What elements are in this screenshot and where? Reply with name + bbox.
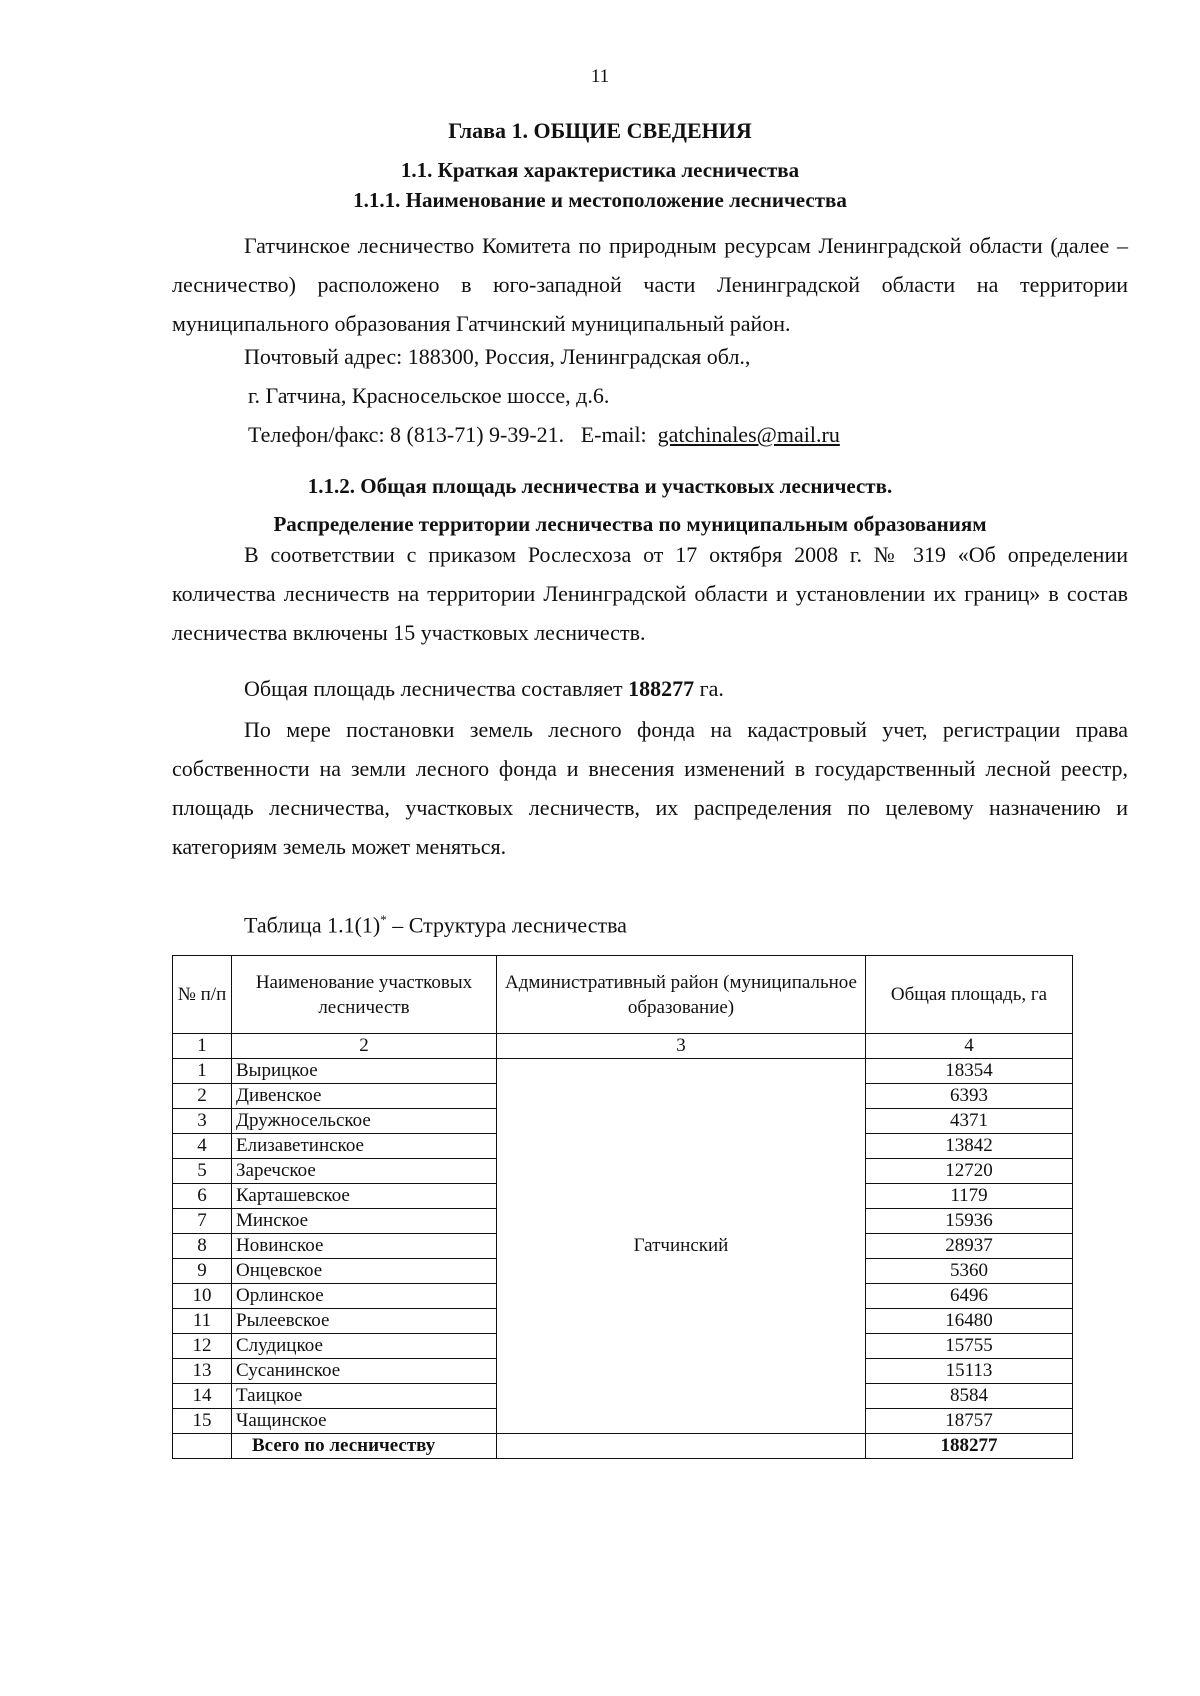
- row-number: 13: [173, 1359, 232, 1384]
- email-link[interactable]: gatchinales@mail.ru: [657, 422, 840, 447]
- chapter-title: Глава 1. ОБЩИЕ СВЕДЕНИЯ: [448, 118, 752, 143]
- forestry-structure-table: [172, 955, 1073, 1459]
- row-number: 4: [173, 1134, 232, 1159]
- forestry-area: 8584: [866, 1384, 1073, 1409]
- total-area: 188277: [866, 1434, 1073, 1459]
- forestry-name: Новинское: [232, 1234, 497, 1259]
- total-label: Всего по лесничеству: [232, 1434, 497, 1459]
- row-number: 11: [173, 1309, 232, 1334]
- forestry-name: Заречское: [232, 1159, 497, 1184]
- forestry-area: 13842: [866, 1134, 1073, 1159]
- intro-paragraph: [172, 226, 1128, 343]
- header-area: Общая площадь, га: [866, 956, 1073, 1034]
- forestry-area: 18354: [866, 1059, 1073, 1084]
- forestry-area: 6496: [866, 1284, 1073, 1309]
- forestry-area: 18757: [866, 1409, 1073, 1434]
- table-body: [173, 1059, 1073, 1459]
- subsection-2-title: 1.1.2. Общая площадь лесничества и участковых лесничеств.: [307, 474, 893, 498]
- header-name: Наименование участковых лесничеств: [232, 956, 497, 1034]
- forestry-name: Таицкое: [232, 1384, 497, 1409]
- district-cell: Гатчинский: [497, 1059, 866, 1434]
- forestry-name: Дивенское: [232, 1084, 497, 1109]
- subsection-title: 1.1.1. Наименование и местоположение лесничества: [353, 188, 847, 212]
- section-title: 1.1. Краткая характеристика лесничества: [400, 158, 800, 182]
- forestry-name: Елизаветинское: [232, 1134, 497, 1159]
- column-index-row: [173, 1034, 1073, 1059]
- row-number: 12: [173, 1334, 232, 1359]
- forestry-area: 15113: [866, 1359, 1073, 1384]
- decree-paragraph: [172, 535, 1128, 652]
- row-number: 14: [173, 1384, 232, 1409]
- forestry-name: Орлинское: [232, 1284, 497, 1309]
- total-no-cell: [173, 1434, 232, 1459]
- row-number: 3: [173, 1109, 232, 1134]
- forestry-area: 5360: [866, 1259, 1073, 1284]
- index-cell: 3: [497, 1034, 866, 1059]
- row-number: 15: [173, 1409, 232, 1434]
- forestry-area: 15755: [866, 1334, 1073, 1359]
- registry-paragraph: [172, 710, 1128, 866]
- total-area-unit: га.: [699, 676, 724, 701]
- subsection-2-subtitle: Распределение территории лесничества по муниципальным образованиям: [273, 512, 987, 536]
- total-area-value: 188277: [628, 676, 695, 701]
- header-district: Административный район (муниципальное образование): [497, 956, 866, 1034]
- total-district-cell: [497, 1434, 866, 1459]
- forestry-area: 6393: [866, 1084, 1073, 1109]
- total-row: [173, 1434, 1073, 1459]
- contact-line: [248, 422, 840, 448]
- forestry-name: Рылеевское: [232, 1309, 497, 1334]
- address-line-2: г. Гатчина, Красносельское шоссе, д.6.: [248, 383, 610, 408]
- forestry-name: Онцевское: [232, 1259, 497, 1284]
- index-cell: 4: [866, 1034, 1073, 1059]
- page-number: 11: [590, 66, 610, 87]
- row-number: 2: [173, 1084, 232, 1109]
- intro-text: Гатчинское лесничество Комитета по природным ресурсам Ленинградской области (далее – лесничество) расположено в юго-западной части Ленинградской области на территории муниципального образования Гатчинский муниципальный район.: [172, 233, 1128, 336]
- forestry-name: Слудицкое: [232, 1334, 497, 1359]
- forestry-area: 4371: [866, 1109, 1073, 1134]
- row-number: 6: [173, 1184, 232, 1209]
- row-number: 10: [173, 1284, 232, 1309]
- row-number: 9: [173, 1259, 232, 1284]
- index-cell: 1: [173, 1034, 232, 1059]
- registry-text: По мере постановки земель лесного фонда на кадастровый учет, регистрации права собственности на земли лесного фонда и внесения изменений в государственный лесной реестр, площадь лесничества, участковых лесничеств, их распределения по целевому назначению и категориям земель может меняться.: [172, 717, 1128, 859]
- forestry-name: Дружносельское: [232, 1109, 497, 1134]
- forestry-area: 12720: [866, 1159, 1073, 1184]
- header-number: № п/п: [173, 956, 232, 1034]
- row-number: 1: [173, 1059, 232, 1084]
- table-caption-prefix: Таблица 1.1(1): [244, 912, 381, 938]
- table-caption: [244, 912, 627, 938]
- forestry-name: Вырицкое: [232, 1059, 497, 1084]
- forestry-name: Сусанинское: [232, 1359, 497, 1384]
- decree-text: В соответствии с приказом Рослесхоза от 17 октября 2008 г. № 319 «Об определении количества лесничеств на территории Ленинградской области и установлении их границ» в состав лесничества включены 15 участковых лесничеств.: [172, 542, 1128, 645]
- footnote-mark: *: [380, 912, 387, 927]
- phone-text: Телефон/факс: 8 (813-71) 9-39-21.: [248, 422, 565, 447]
- index-cell: 2: [232, 1034, 497, 1059]
- address-line-1: Почтовый адрес: 188300, Россия, Ленинградская обл.,: [244, 344, 751, 369]
- table-caption-suffix: – Структура лесничества: [392, 912, 627, 938]
- forestry-name: Чащинское: [232, 1409, 497, 1434]
- table-header-row: [173, 956, 1073, 1034]
- forestry-name: Карташевское: [232, 1184, 497, 1209]
- row-number: 8: [173, 1234, 232, 1259]
- forestry-area: 15936: [866, 1209, 1073, 1234]
- forestry-area: 28937: [866, 1234, 1073, 1259]
- email-label: E-mail:: [580, 422, 647, 447]
- forestry-name: Минское: [232, 1209, 497, 1234]
- row-number: 5: [173, 1159, 232, 1184]
- table-row: [173, 1059, 1073, 1084]
- total-area-prefix: Общая площадь лесничества составляет: [244, 676, 623, 701]
- row-number: 7: [173, 1209, 232, 1234]
- forestry-area: 1179: [866, 1184, 1073, 1209]
- forestry-area: 16480: [866, 1309, 1073, 1334]
- total-area-line: [244, 676, 724, 702]
